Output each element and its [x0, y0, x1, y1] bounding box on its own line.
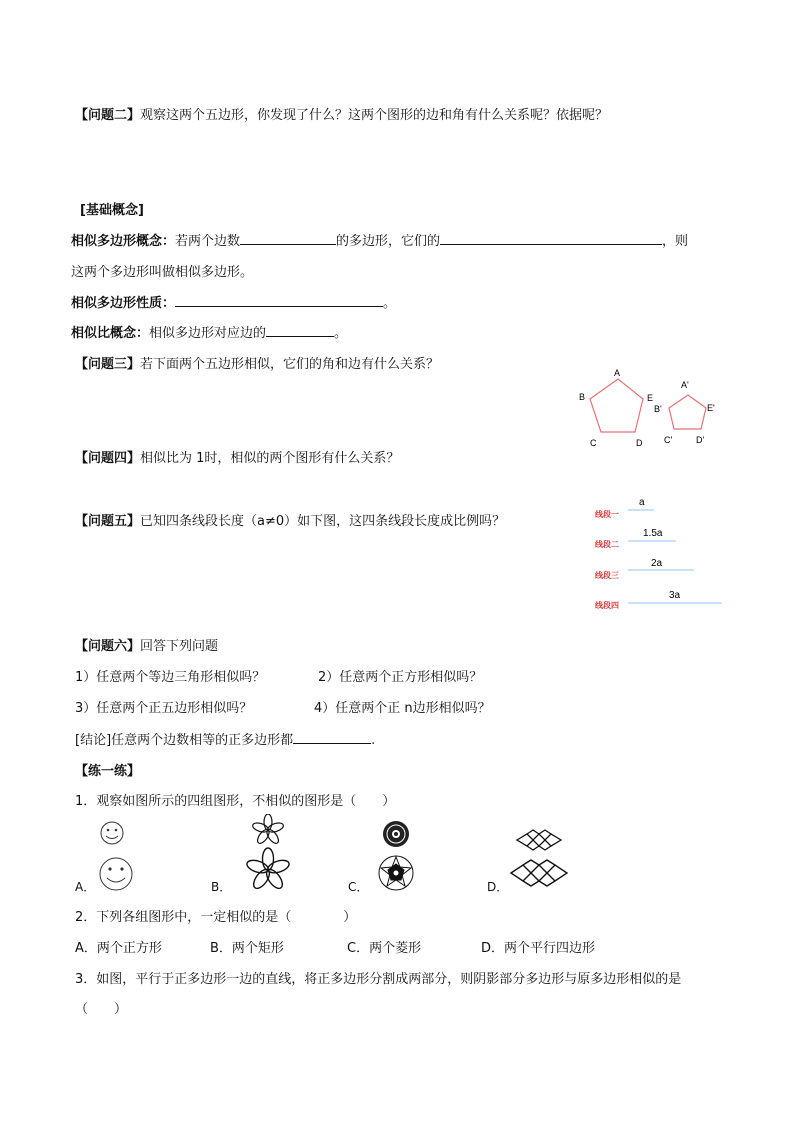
- q6-conclusion: [75, 729, 375, 748]
- rosette-figures: [372, 818, 422, 894]
- small-pentagon: [669, 395, 706, 429]
- practice-q3: 3．如图，平行于正多边形一边的直线，将正多边形分割成两部分，则阴影部分多边形与原多边形相似的是: [75, 972, 682, 987]
- question-tag: 【问题六】: [75, 639, 141, 654]
- small-smiley-icon: [101, 822, 123, 844]
- pentagons-figure: [570, 362, 730, 454]
- vertex-label: C: [590, 438, 597, 448]
- fill-blank[interactable]: [175, 292, 383, 307]
- vertex-label: D: [636, 438, 643, 448]
- definition-text: 的多边形，它们的: [336, 234, 441, 249]
- segment-length: 2a: [651, 558, 663, 569]
- fill-blank[interactable]: [440, 230, 662, 245]
- question-tag: 【问题三】: [75, 357, 141, 372]
- q2-option-b[interactable]: B．两个矩形: [210, 941, 284, 956]
- segment-label: 线段二: [595, 540, 619, 549]
- q6-item-2: 2）任意两个正方形相似吗？: [318, 670, 483, 685]
- practice-heading: 【练一练】: [75, 764, 141, 779]
- option-c-label[interactable]: C．: [348, 880, 369, 894]
- vertex-label: A': [681, 380, 689, 390]
- ratio-line: [71, 322, 347, 341]
- q6-item-3: 3）任意两个正五边形相似吗？: [75, 701, 253, 716]
- segment-length: 3a: [669, 590, 681, 601]
- definition-line: [71, 230, 688, 249]
- vertex-label: E': [707, 403, 715, 413]
- q6-item-1: 1）任意两个等边三角形相似吗？: [75, 670, 266, 685]
- question-tag: 【问题二】: [75, 108, 141, 123]
- punctuation: .: [371, 733, 376, 748]
- fill-blank[interactable]: [293, 729, 371, 744]
- option-a-label[interactable]: A．: [75, 880, 96, 894]
- property-line: [71, 292, 396, 311]
- small-flower-icon: [252, 814, 285, 845]
- vertex-label: B: [579, 392, 586, 402]
- option-b-label[interactable]: B．: [211, 880, 232, 894]
- vertex-label: C': [664, 435, 673, 445]
- segment-length: a: [639, 497, 645, 508]
- large-pentagon: [590, 379, 643, 432]
- question-text: 回答下列问题: [140, 639, 219, 654]
- segments-figure: [590, 493, 730, 615]
- question-5: [75, 510, 505, 529]
- section-heading: [基础概念]: [80, 203, 144, 218]
- segment-label: 线段一: [595, 510, 619, 519]
- question-3: [75, 353, 439, 372]
- punctuation: 。: [334, 326, 348, 341]
- q2-option-c[interactable]: C．两个菱形: [347, 941, 422, 956]
- practice-q2: 2．下列各组图形中，一定相似的是（ ）: [75, 910, 357, 925]
- question-2: [75, 104, 608, 123]
- question-text: 已知四条线段长度（a≠0）如下图，这四条线段长度成比例吗？: [140, 514, 506, 529]
- smiley-figures: [92, 820, 142, 892]
- option-d-label[interactable]: D．: [487, 880, 509, 894]
- question-text: 若下面两个五边形相似，它们的角和边有什么关系？: [140, 357, 440, 372]
- large-smiley-icon: [100, 858, 132, 890]
- q2-option-a[interactable]: A．两个正方形: [75, 941, 162, 956]
- vertex-label: E: [647, 393, 654, 403]
- vertex-label: B': [654, 404, 662, 414]
- question-4: [75, 447, 399, 466]
- q2-option-d[interactable]: D．两个平行四边形: [481, 941, 596, 956]
- filled-rosette-icon: [383, 821, 409, 847]
- flower-figures: [240, 814, 300, 892]
- property-term: 相似多边形性质：: [71, 296, 176, 311]
- vertex-label: D': [696, 435, 705, 445]
- definition-text: ，则: [662, 234, 689, 249]
- practice-q1: 1．观察如图所示的四组图形，不相似的图形是（ ）: [75, 794, 396, 809]
- vertex-label: A: [614, 368, 621, 378]
- definition-text: 若两个边数: [175, 234, 241, 249]
- question-6: [75, 635, 218, 654]
- question-tag: 【问题四】: [75, 451, 141, 466]
- segment-label: 线段四: [595, 601, 619, 610]
- segment-length: 1.5a: [643, 528, 663, 539]
- ratio-text: 相似多边形对应边的: [149, 326, 267, 341]
- ratio-term: 相似比概念：: [71, 326, 150, 341]
- conclusion-text: [结论]任意两个边数相等的正多边形都: [75, 733, 294, 748]
- practice-q3-answer: （ ）: [75, 1002, 128, 1017]
- fill-blank[interactable]: [240, 230, 336, 245]
- question-tag: 【问题五】: [75, 514, 141, 529]
- question-text: 相似比为 1时，相似的两个图形有什么关系？: [140, 451, 400, 466]
- q6-item-4: 4）任意两个正 n边形相似吗？: [314, 701, 491, 716]
- question-text: 观察这两个五边形，你发现了什么？这两个图形的边和角有什么关系呢？依据呢？: [140, 108, 609, 123]
- fill-blank[interactable]: [266, 322, 334, 337]
- small-knot-icon: [517, 830, 561, 850]
- definition-line-2: 这两个多边形叫做相似多边形。: [71, 265, 254, 280]
- large-flower-icon: [245, 848, 290, 891]
- punctuation: 。: [383, 296, 397, 311]
- knot-figures: [508, 826, 570, 892]
- segment-label: 线段三: [595, 571, 619, 580]
- large-knot-icon: [511, 860, 567, 886]
- outline-star-rosette-icon: [379, 856, 413, 890]
- definition-term: 相似多边形概念：: [71, 234, 176, 249]
